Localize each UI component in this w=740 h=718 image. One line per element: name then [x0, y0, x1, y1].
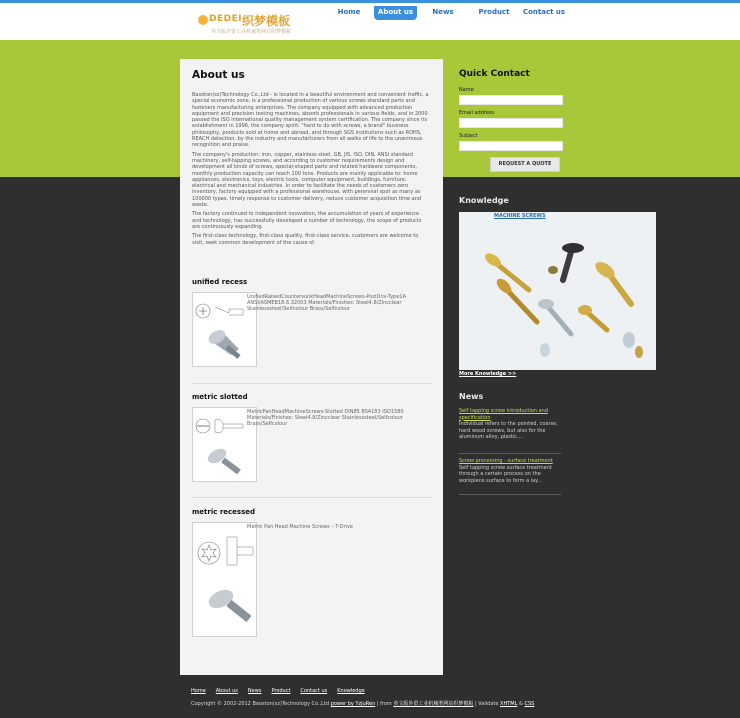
logo-mark-icon — [198, 15, 208, 25]
quick-contact-title: Quick Contact — [459, 69, 530, 79]
main-content — [180, 59, 443, 675]
name-label: Name — [459, 87, 474, 93]
power-link[interactable]: power by YzJuRen — [330, 701, 376, 707]
knowledge-image[interactable] — [459, 212, 656, 370]
email-label: Email address — [459, 110, 495, 116]
about-paragraph: The company's production: iron, copper, stainless steel, GB, JIS, ISO, DIN, ANSI standard machinery, self-tapping screws, and according to customer requirements design and development all kinds of screws, special-shaped parts and related hardware components, monthly production capacity can reach 100 tons. Products are mainly applicable to: home appliances, electronics, toys, electric tools, computer equipment, buildings, furniture, electrical and mechanical industries. In order to facilitate the needs of customers zero inventory, factory equipped with a professional warehouse, with perennial spot as many as 100000 types, timely response to customer delivery, reduce customer acquisition time and waste. — [192, 151, 422, 209]
footer-link-product[interactable]: Product — [271, 688, 291, 694]
product-item — [192, 278, 432, 313]
product-description: MetricPanHeadMachineScrews-Slotted DIN85 BS4183 ISO1580 Materials/Finishes: Steel4.8/Zincclear Stainlesssteel/Selfcolour Brass/Selfcolour — [247, 409, 404, 428]
email-field[interactable] — [459, 118, 563, 128]
nav-about-us[interactable]: About us — [374, 6, 417, 20]
footer-nav — [191, 688, 375, 694]
about-paragraph: Baoston(sz)Technology Co.,Ltd - is located in a beautiful environment and convenient traffic, a special economic zone, is a professional production of various screws standard parts and fasteners manufacturing enterprises. The company equipped with advanced production equipment and precision testing machines, absorb professionals in various fields, and in 2000 passed the ISO international quality management system certification. The company since its establishment in 1996, the company spirit: "hard to do with screws, a brand" business philosophy, products sold at home and abroad, and through SGS institutions such as ROHS, REACH detection, by the industry and manufacturers from all walks of life to the unanimous recognition and praise. — [192, 92, 429, 149]
news-title: News — [459, 392, 484, 401]
product-description: UnifiedRaisedCountersunkHeadMachineScrews-PozіDriv-Type1A ANSI/ASMEB18.6.32003 Materials/Finishes: Steel4.8/Zincclear Stainlesssteel/Selfcolour Brass/Selfcolour — [247, 294, 407, 313]
product-title: metric slotted — [192, 393, 248, 401]
footer-link-about[interactable]: About us — [215, 688, 238, 694]
news-item — [459, 408, 563, 441]
name-field[interactable] — [459, 95, 563, 105]
validate-text: | Validate — [475, 701, 499, 707]
logo-text: DEDEI — [209, 14, 243, 24]
subject-field[interactable] — [459, 141, 563, 151]
footer-link-home[interactable]: Home — [191, 688, 206, 694]
news-link[interactable]: Screw processing - surface treatment — [459, 458, 553, 464]
news-excerpt: Individual refers to the pointed, coarse, hard wood screws, but also for the aluminum alloy, plastic.... — [459, 421, 558, 440]
about-paragraph: The factory continued to independent innovation, the accumulation of years of experience and technology, has successfully developed a number of technology, the scope of products are continuously expanding. — [192, 211, 422, 230]
nav-news[interactable]: News — [432, 8, 454, 16]
news-item — [459, 458, 563, 484]
css-link[interactable]: CSS — [524, 701, 535, 707]
copyright — [191, 700, 534, 707]
product-title: metric recessed — [192, 508, 256, 516]
nav-home[interactable]: Home — [337, 8, 361, 16]
copyright-text: Copyright © 2002-2012 Baoston(sz)Technology Co.,Ltd — [191, 701, 330, 707]
knowledge-link[interactable]: MACHINE SCREWS — [494, 213, 546, 219]
news-divider — [459, 453, 561, 454]
news-divider — [459, 494, 561, 495]
product-description: Metric Pan Head Machine Screws – T-Drive — [247, 524, 353, 530]
site-logo[interactable] — [198, 14, 328, 38]
footer-link-news[interactable]: News — [247, 688, 262, 694]
news-link[interactable]: Self tapping screw introduction and specification — [459, 408, 548, 421]
product-item — [192, 508, 432, 530]
request-quote-button[interactable]: REQUEST A QUOTE — [490, 157, 560, 172]
product-item — [192, 393, 432, 428]
xhtml-link[interactable]: XHTML — [500, 701, 518, 707]
more-knowledge-link[interactable]: More Knowledge >> — [459, 371, 517, 377]
about-text — [192, 92, 430, 249]
logo-subtitle: 英文版外贸工业机械类网站织梦模板 — [211, 29, 292, 35]
footer-link-contact[interactable]: Contact us — [300, 688, 328, 694]
nav-contact-us[interactable]: Contact us — [522, 8, 566, 16]
page-title: About us — [192, 69, 245, 81]
product-divider — [192, 383, 432, 384]
news-excerpt: Self tapping screw surface treatment through a certain process on the workpiece surface to form a lay... — [459, 464, 552, 484]
footer-link-knowledge[interactable]: Knowledge — [337, 688, 365, 694]
about-paragraph: The first-class technology, first-class quality, first-class service, customers are welcome to visit, seek common development of the cause of. — [192, 233, 419, 246]
from-text: | from — [376, 701, 392, 707]
logo-cn-text: 织梦模板 — [242, 14, 291, 28]
product-divider — [192, 497, 432, 498]
main-nav — [330, 6, 566, 20]
product-title: unified recess — [192, 278, 248, 286]
nav-product[interactable]: Product — [478, 8, 510, 16]
knowledge-title: Knowledge — [459, 196, 509, 205]
from-link[interactable]: 英文版外贸工业机械类网站织梦模板 — [393, 701, 474, 707]
site-header — [0, 0, 740, 40]
subject-label: Subject — [459, 133, 478, 139]
amp-text: & — [518, 701, 523, 707]
product-image[interactable] — [192, 522, 257, 637]
